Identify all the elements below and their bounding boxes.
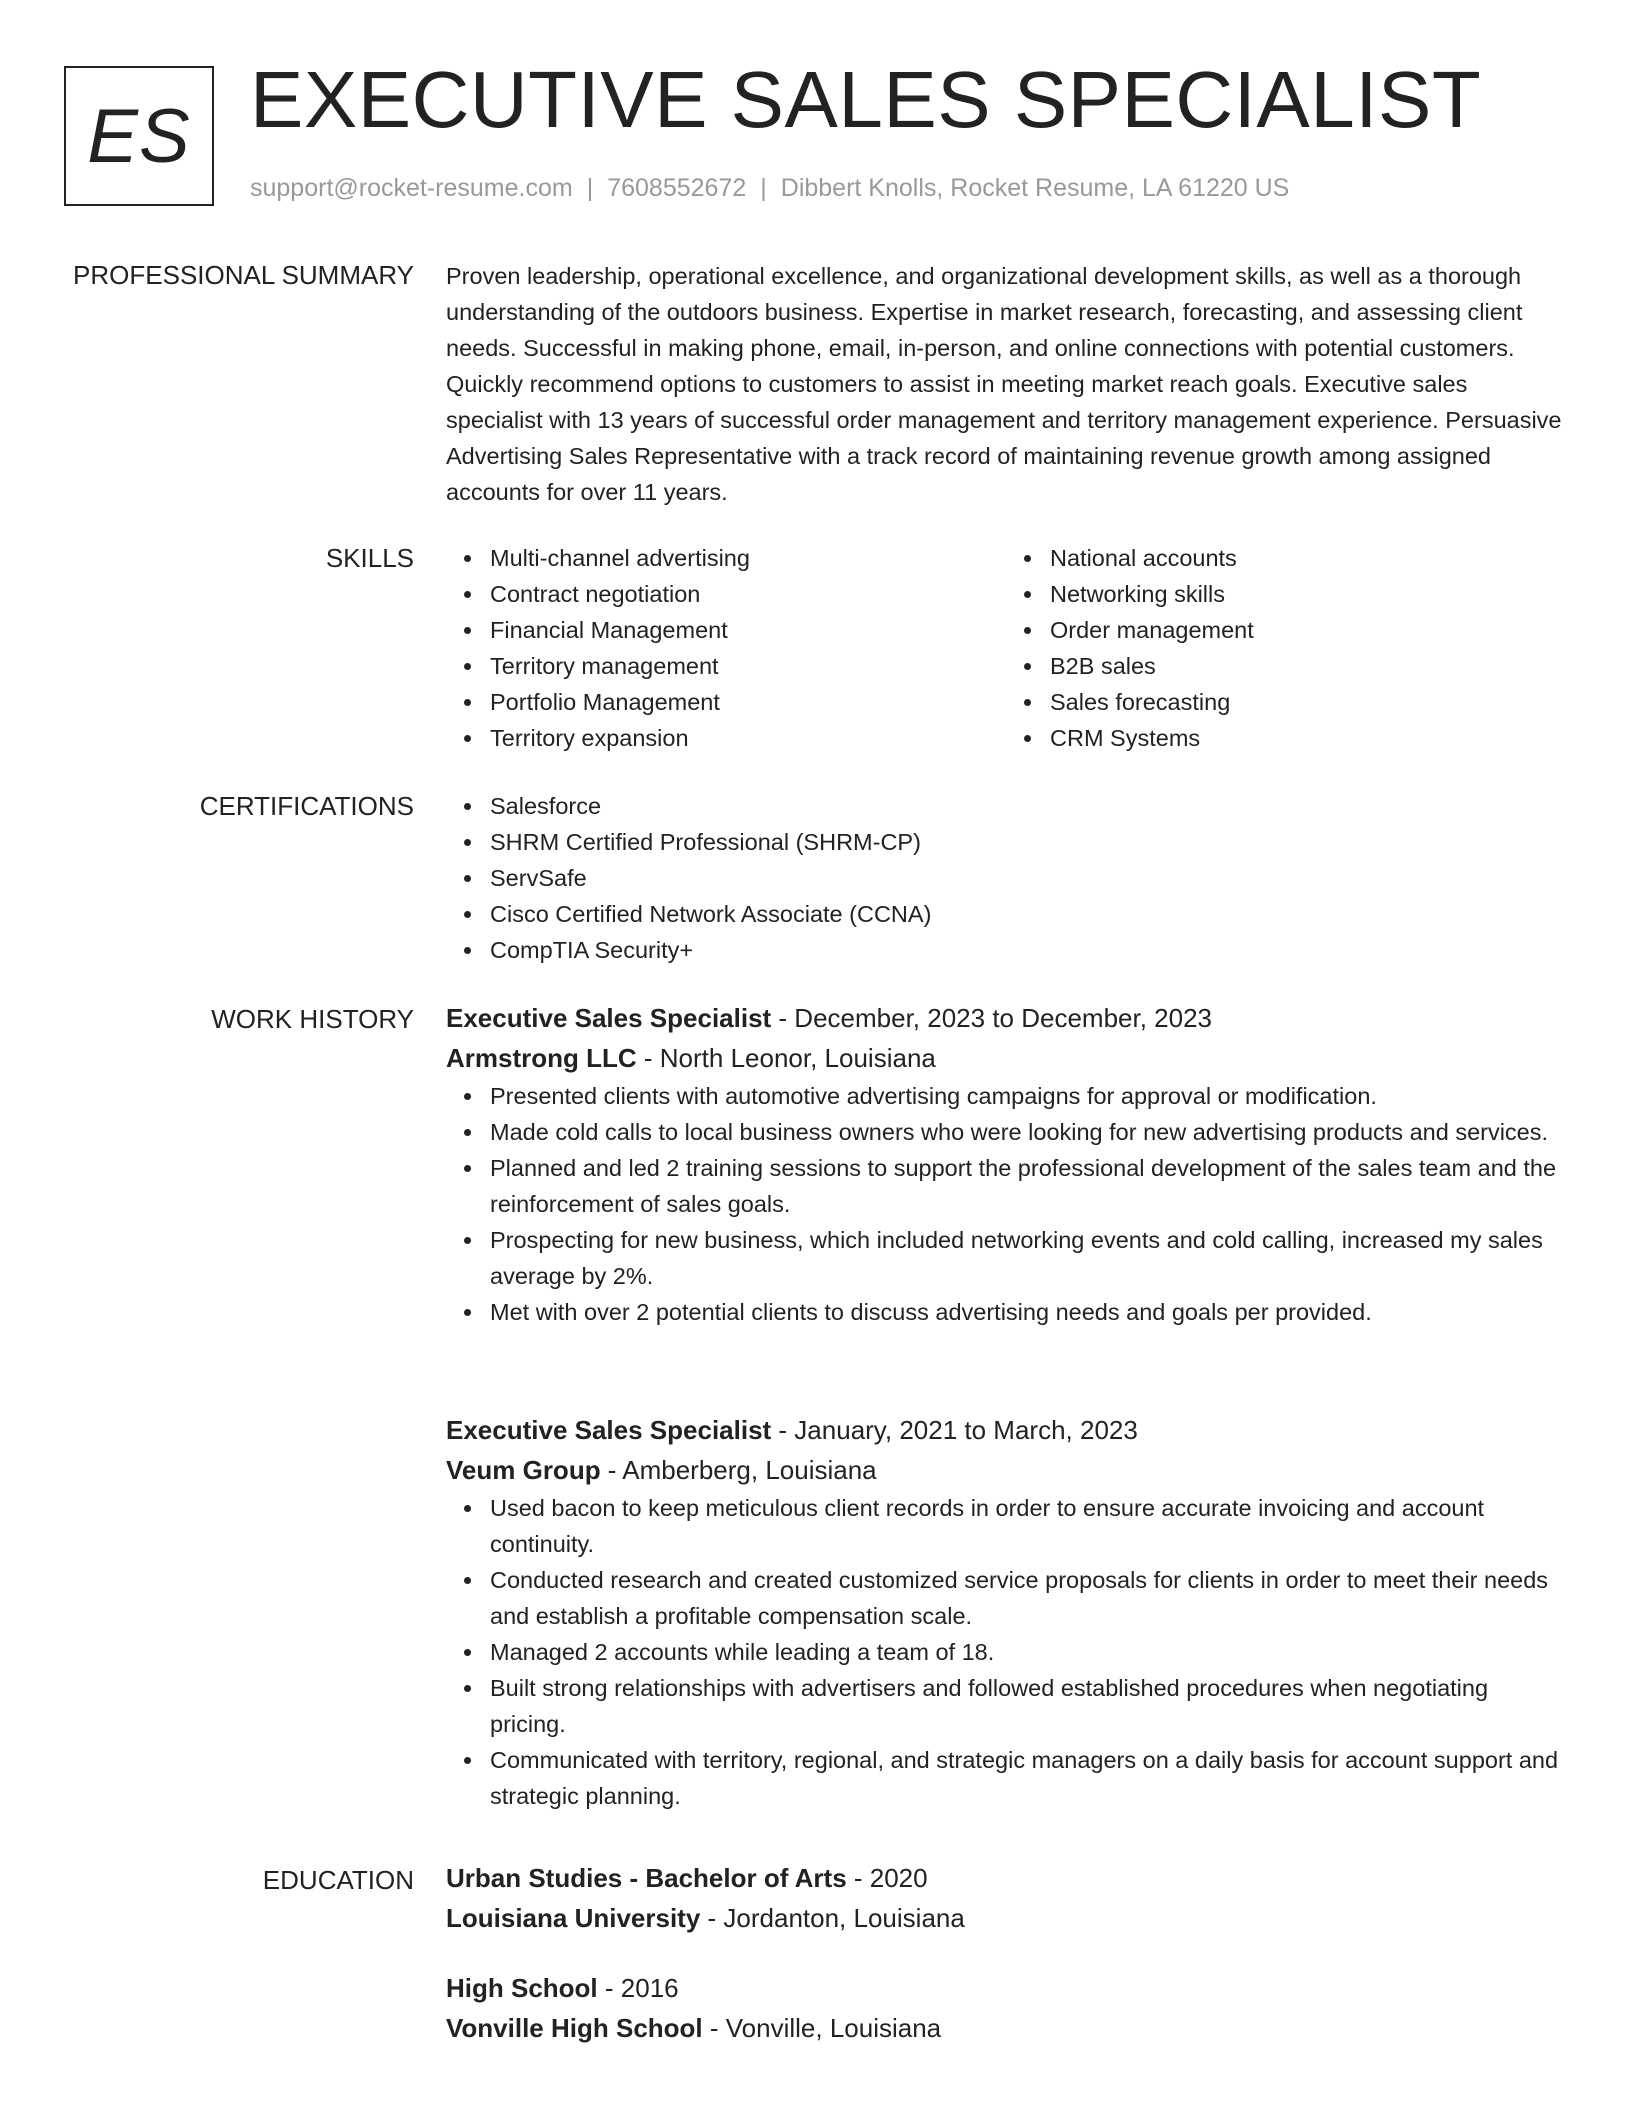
job-bullet: Prospecting for new business, which included networking events and cold calling, increased my sales average by 2%. [490, 1222, 1566, 1294]
skills-grid [446, 540, 1566, 756]
email-link[interactable]: support@rocket-resume.com [250, 174, 573, 202]
job-bullet: Built strong relationships with advertisers and followed established procedures when negotiating pricing. [490, 1670, 1566, 1742]
job-company: Armstrong LLC [446, 1043, 637, 1073]
education-location: - Jordanton, Louisiana [700, 1903, 965, 1933]
certification-item: SHRM Certified Professional (SHRM-CP) [490, 824, 1566, 860]
job-company: Veum Group [446, 1455, 601, 1485]
job-title-line [446, 1410, 1566, 1450]
phone-link[interactable]: 7608552672 [607, 174, 747, 202]
education-location: - Vonville, Louisiana [702, 2013, 942, 2043]
skill-item: Contract negotiation [490, 576, 1006, 612]
job-bullet: Made cold calls to local business owners who were looking for new advertising products and services. [490, 1114, 1566, 1150]
job-entry [446, 1410, 1566, 1814]
skill-item: Territory expansion [490, 720, 1006, 756]
job-bullet: Presented clients with automotive advertising campaigns for approval or modification. [490, 1078, 1566, 1114]
education-entry [446, 1968, 1566, 2048]
skill-item: Portfolio Management [490, 684, 1006, 720]
certifications-section [446, 788, 1566, 968]
page-title: EXECUTIVE SALES SPECIALIST [250, 55, 1482, 144]
skill-item: Sales forecasting [1050, 684, 1566, 720]
education-school-line [446, 2008, 1566, 2048]
skills-list-right [1006, 540, 1566, 756]
job-bullet: Met with over 2 potential clients to discuss advertising needs and goals per provided. [490, 1294, 1566, 1330]
contact-separator: | [760, 174, 767, 202]
job-title: Executive Sales Specialist [446, 1415, 772, 1445]
job-title: Executive Sales Specialist [446, 1003, 772, 1033]
skill-item: National accounts [1050, 540, 1566, 576]
contact-separator: | [586, 174, 594, 202]
summary-text: Proven leadership, operational excellence, and organizational development skills, as well as a thorough understanding of the outdoors business. Expertise in market research, forecasting, and assessing client needs. Successful in making phone, email, in-person, and online connections with potential customers. Quickly recommend options to customers to assist in meeting market reach goals. Executive sales specialist with 13 years of successful order management and territory management experience. Persuasive Advertising Sales Representative with a track record of maintaining revenue growth among assigned accounts for over 11 years. [446, 263, 1562, 505]
certification-item: Cisco Certified Network Associate (CCNA) [490, 896, 1566, 932]
job-title-line [446, 998, 1566, 1038]
job-bullet: Used bacon to keep meticulous client records in order to ensure accurate invoicing and account continuity. [490, 1490, 1566, 1562]
skill-item: Order management [1050, 612, 1566, 648]
job-bullets [446, 1490, 1566, 1814]
skills-heading: SKILLS [325, 543, 414, 573]
skill-item: Territory management [490, 648, 1006, 684]
education-year: - 2020 [846, 1863, 928, 1893]
skill-item: Networking skills [1050, 576, 1566, 612]
skill-item: B2B sales [1050, 648, 1566, 684]
work-history-heading: WORK HISTORY [211, 1004, 414, 1034]
job-dates: - December, 2023 to December, 2023 [771, 1003, 1213, 1033]
education-school: Vonville High School [446, 2013, 703, 2043]
job-bullet: Planned and led 2 training sessions to support the professional development of the sales team and the reinforcement of sales goals. [490, 1150, 1566, 1222]
certification-item: CompTIA Security+ [490, 932, 1566, 968]
job-company-line [446, 1450, 1566, 1490]
job-location: - Amberberg, Louisiana [600, 1455, 877, 1485]
job-bullets [446, 1078, 1566, 1330]
education-entry [446, 1858, 1566, 1938]
education-heading: EDUCATION [262, 1865, 414, 1895]
job-bullet: Managed 2 accounts while leading a team of 18. [490, 1634, 1566, 1670]
job-entry [446, 998, 1566, 1330]
certifications-heading: CERTIFICATIONS [199, 791, 414, 821]
summary-heading: PROFESSIONAL SUMMARY [73, 260, 414, 290]
address-text: Dibbert Knolls, Rocket Resume, LA 61220 US [780, 174, 1290, 202]
education-degree: High School [446, 1973, 598, 2003]
monogram-logo: ES [64, 66, 214, 206]
skill-item: CRM Systems [1050, 720, 1566, 756]
job-dates: - January, 2021 to March, 2023 [771, 1415, 1138, 1445]
education-degree-line [446, 1968, 1566, 2008]
skills-list-left [446, 540, 1006, 756]
skill-item: Multi-channel advertising [490, 540, 1006, 576]
education-degree: Urban Studies - Bachelor of Arts [446, 1863, 847, 1893]
skill-item: Financial Management [490, 612, 1006, 648]
education-school-line [446, 1898, 1566, 1938]
job-company-line [446, 1038, 1566, 1078]
certifications-list [446, 788, 1566, 968]
job-location: - North Leonor, Louisiana [636, 1043, 936, 1073]
education-school: Louisiana University [446, 1903, 701, 1933]
job-bullet: Communicated with territory, regional, and strategic managers on a daily basis for account support and strategic planning. [490, 1742, 1566, 1814]
education-degree-line [446, 1858, 1566, 1898]
education-year: - 2016 [597, 1973, 679, 2003]
job-bullet: Conducted research and created customized service proposals for clients in order to meet their needs and establish a profitable compensation scale. [490, 1562, 1566, 1634]
contact-line [250, 174, 1289, 203]
certification-item: ServSafe [490, 860, 1566, 896]
skills-section [446, 540, 1566, 756]
certification-item: Salesforce [490, 788, 1566, 824]
summary-section [446, 258, 1566, 510]
